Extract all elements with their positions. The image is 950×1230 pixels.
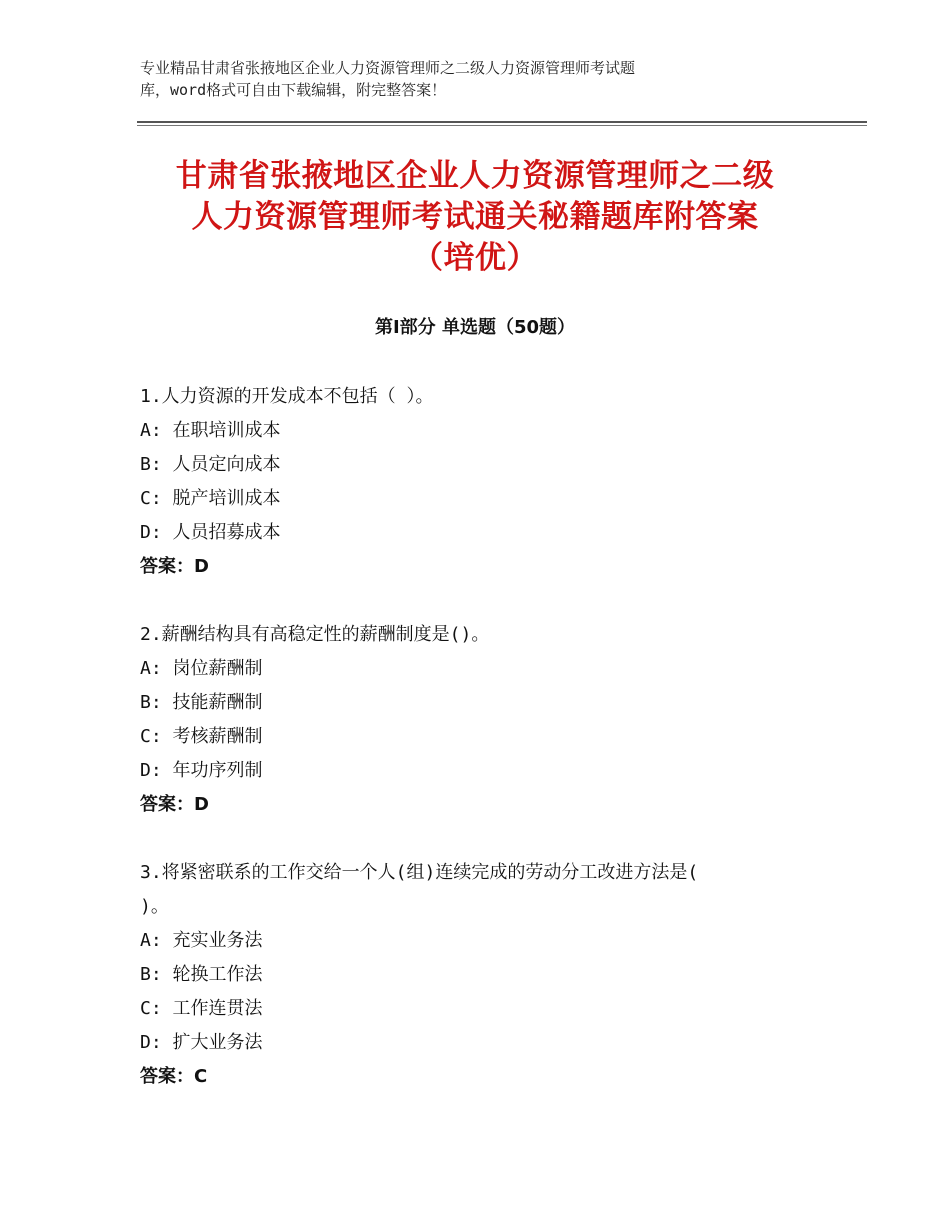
document-title-line-1: 甘肃省张掖地区企业人力资源管理师之二级 <box>175 158 775 194</box>
option-a: A: 在职培训成本 <box>140 420 281 441</box>
option-c: C: 工作连贯法 <box>140 998 263 1019</box>
question-stem: 1.人力资源的开发成本不包括（ ）。 <box>140 386 434 407</box>
option-c: C: 考核薪酬制 <box>140 726 263 747</box>
question-stem-continued: )。 <box>140 896 169 917</box>
option-b: B: 人员定向成本 <box>140 454 281 475</box>
question-stem: 2.薪酬结构具有高稳定性的薪酬制度是()。 <box>140 624 490 645</box>
option-a: A: 充实业务法 <box>140 930 263 951</box>
question-1 <box>140 380 820 584</box>
section-title: 第Ⅰ部分 单选题（50题） <box>374 317 575 338</box>
question-stem: 3.将紧密联系的工作交给一个人(组)连续完成的劳动分工改进方法是( <box>140 862 699 883</box>
option-d: D: 年功序列制 <box>140 760 263 781</box>
header-note-line-2: 库，word格式可自由下载编辑，附完整答案！ <box>140 81 447 99</box>
answer: 答案：C <box>140 1066 208 1087</box>
header-divider-thick <box>137 121 867 123</box>
header-note-line-1: 专业精品甘肃省张掖地区企业人力资源管理师之二级人力资源管理师考试题 <box>140 59 636 77</box>
document-title-line-3: （培优） <box>412 240 538 276</box>
option-d: D: 扩大业务法 <box>140 1032 263 1053</box>
document-title-line-2: 人力资源管理师考试通关秘籍题库附答案 <box>191 199 759 235</box>
document-title <box>100 156 850 279</box>
answer: 答案：D <box>140 794 209 815</box>
header-divider-thin <box>137 125 867 126</box>
answer: 答案：D <box>140 556 209 577</box>
option-b: B: 技能薪酬制 <box>140 692 263 713</box>
option-c: C: 脱产培训成本 <box>140 488 281 509</box>
option-b: B: 轮换工作法 <box>140 964 263 985</box>
option-a: A: 岗位薪酬制 <box>140 658 263 679</box>
option-d: D: 人员招募成本 <box>140 522 281 543</box>
question-2 <box>140 618 820 822</box>
header-note <box>140 57 780 101</box>
question-3 <box>140 856 820 1094</box>
